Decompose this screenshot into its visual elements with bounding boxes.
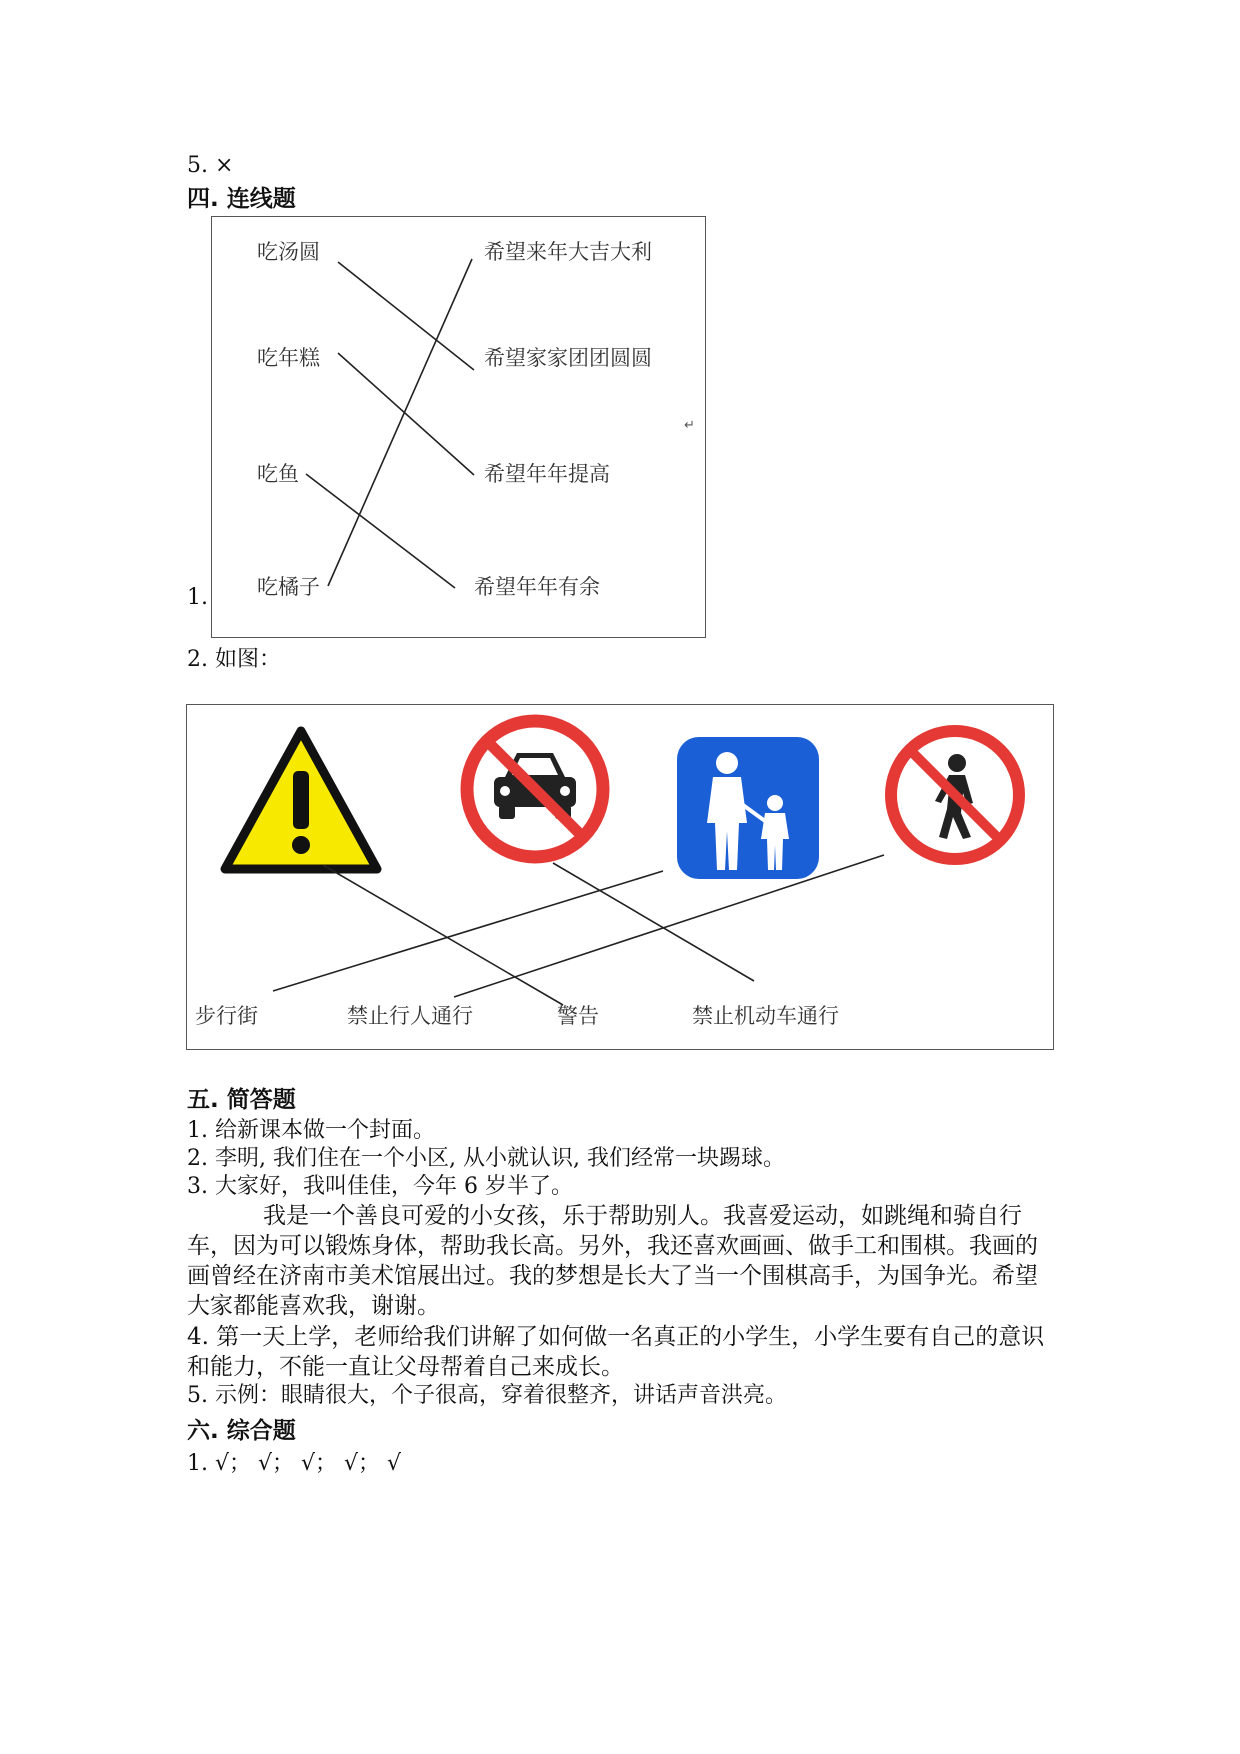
no-pedestrian-icon — [891, 731, 1019, 859]
matching-diagram — [211, 216, 706, 638]
answer-5: 5. × — [187, 153, 234, 178]
section-4-title: 四. 连线题 — [187, 186, 296, 212]
sign-line-pedestrian-street — [273, 871, 663, 991]
left-item-niangao: 吃年糕 — [257, 346, 320, 370]
right-item-daji: 希望来年大吉大利 — [484, 240, 652, 264]
match-line-yu — [306, 474, 455, 588]
right-item-tigao: 希望年年提高 — [484, 462, 610, 486]
answer-5-2: 2. 李明, 我们住在一个小区, 从小就认识, 我们经常一块踢球。 — [187, 1146, 785, 1171]
signs-artwork — [187, 705, 1053, 1049]
no-motor-vehicle-icon — [467, 721, 603, 857]
section-6-title: 六. 综合题 — [187, 1418, 296, 1444]
section-5-title: 五. 简答题 — [187, 1087, 296, 1113]
match-line-tangyuan — [338, 262, 474, 370]
match-line-juzi — [328, 259, 472, 586]
question-2-text: 2. 如图： — [187, 647, 281, 672]
pedestrian-street-icon — [677, 737, 819, 879]
sign-label-no-pedestrian: 禁止行人通行 — [347, 1004, 473, 1028]
left-item-juzi: 吃橘子 — [257, 575, 320, 599]
match-line-niangao — [338, 353, 474, 475]
answer-6-1: 1. √； √； √； √； √ — [187, 1451, 402, 1476]
sign-line-warning — [323, 865, 563, 1005]
answer-5-4: 4. 第一天上学，老师给我们讲解了如何做一名真正的小学生，小学生要有自己的意识和能力，不能一直让父母帮着自己来成长。 — [187, 1324, 1045, 1380]
answer-5-3-paragraph: 我是一个善良可爱的小女孩，乐于帮助别人。我喜爱运动，如跳绳和骑自行车，因为可以锻炼身体，帮助我长高。另外，我还喜欢画画、做手工和围棋。我画的画曾经在济南市美术馆展出过。我的梦想是长大了当一个围棋高手，为国争光。希望大家都能喜欢我，谢谢。 — [187, 1203, 1038, 1319]
warning-sign-icon — [225, 731, 377, 869]
sign-line-no-vehicle — [553, 863, 754, 981]
left-item-tangyuan: 吃汤圆 — [257, 240, 320, 264]
left-item-yu: 吃鱼 — [257, 462, 299, 486]
answer-5-1: 1. 给新课本做一个封面。 — [187, 1118, 435, 1143]
sign-label-pedestrian-street: 步行街 — [195, 1004, 258, 1028]
right-item-tuanyuan: 希望家家团团圆圆 — [484, 346, 652, 370]
sign-label-no-motor-vehicle: 禁止机动车通行 — [692, 1004, 839, 1028]
sign-label-warning: 警告 — [557, 1004, 599, 1028]
traffic-signs-diagram — [186, 704, 1054, 1050]
right-item-youyu: 希望年年有余 — [474, 575, 600, 599]
question-1-number: 1. — [187, 585, 208, 610]
answer-5-5: 5. 示例：眼睛很大，个子很高，穿着很整齐，讲话声音洪亮。 — [187, 1383, 787, 1408]
answer-5-3: 3. 大家好，我叫佳佳，今年 6 岁半了。 — [187, 1174, 573, 1199]
sign-line-no-pedestrian — [454, 855, 884, 997]
return-mark: ↵ — [684, 418, 695, 433]
